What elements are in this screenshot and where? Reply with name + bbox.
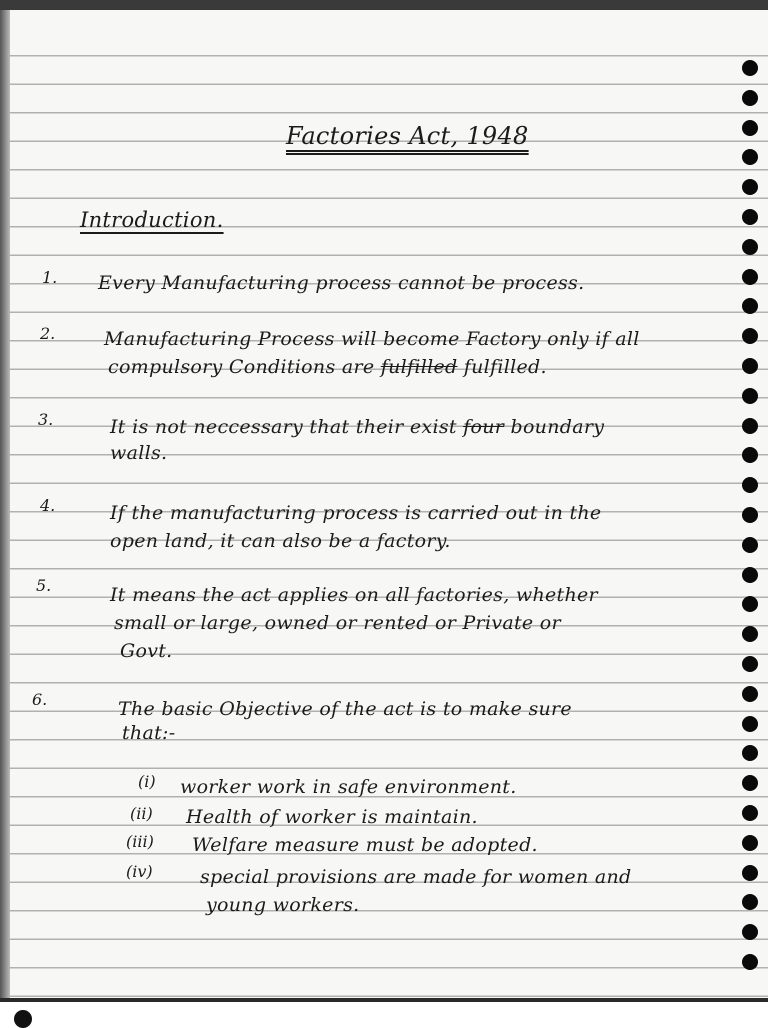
item-line: compulsory Conditions are fulfilled fulfilled. [108,356,547,378]
item-number: 2. [40,324,56,343]
spiral-hole [742,656,758,672]
spiral-hole [742,418,758,434]
spiral-hole [742,596,758,612]
item-number: 4. [40,496,56,515]
spiral-hole [742,90,758,106]
spiral-hole [742,209,758,225]
subitem-number: (ii) [130,804,153,823]
item-number: 3. [38,410,54,429]
notebook-page [0,10,768,998]
spiral-hole [742,447,758,463]
spiral-hole [742,716,758,732]
subitem-line: Health of worker is maintain. [186,806,478,828]
spiral-hole [742,120,758,136]
spiral-hole [742,775,758,791]
spiral-hole [742,477,758,493]
item-number: 6. [32,690,48,709]
spiral-hole [742,686,758,702]
section-heading: Introduction. [80,208,224,232]
item-line: Govt. [120,640,173,662]
scan-top-edge [0,0,768,10]
struck-word: four [463,416,505,438]
spiral-hole [742,745,758,761]
item-number: 5. [36,576,52,595]
item-line: If the manufacturing process is carried out in the [110,502,602,524]
spiral-hole [742,269,758,285]
subitem-number: (iv) [126,862,153,881]
spiral-hole [742,149,758,165]
spiral-hole [742,865,758,881]
subitem-line: special provisions are made for women and [200,866,632,888]
spiral-hole [742,358,758,374]
spiral-hole [742,835,758,851]
item-line: It means the act applies on all factories, whether [110,584,598,606]
spiral-hole [742,805,758,821]
spiral-hole [742,239,758,255]
item-line: walls. [110,442,168,464]
spiral-hole [742,179,758,195]
spiral-hole [742,388,758,404]
spiral-hole [742,954,758,970]
spiral-holes [742,10,760,998]
spiral-hole [742,60,758,76]
subitem-line: young workers. [206,894,360,916]
spiral-hole [742,894,758,910]
spiral-hole [742,298,758,314]
item-line: The basic Objective of the act is to make sure [118,698,572,720]
spiral-hole [742,924,758,940]
page-left-edge [0,10,10,998]
spiral-hole [742,626,758,642]
item-line: open land, it can also be a factory. [110,530,451,552]
spiral-hole [742,537,758,553]
spiral-hole [742,507,758,523]
subitem-number: (i) [138,772,156,791]
subitem-number: (iii) [126,832,154,851]
subitem-line: worker work in safe environment. [180,776,517,798]
spiral-hole [742,328,758,344]
spiral-hole [742,567,758,583]
page-title: Factories Act, 1948 [286,122,529,150]
item-line: It is not neccessary that their exist four boundary [110,416,605,438]
subitem-line: Welfare measure must be adopted. [192,834,538,856]
item-line: small or large, owned or rented or Private or [114,612,561,634]
binder-hole [14,1010,32,1028]
item-line: Every Manufacturing process cannot be process. [98,272,585,294]
item-line: that:- [122,722,176,744]
item-number: 1. [42,268,58,287]
item-line: Manufacturing Process will become Factory only if all [104,328,640,350]
struck-word: fulfilled [380,356,458,378]
